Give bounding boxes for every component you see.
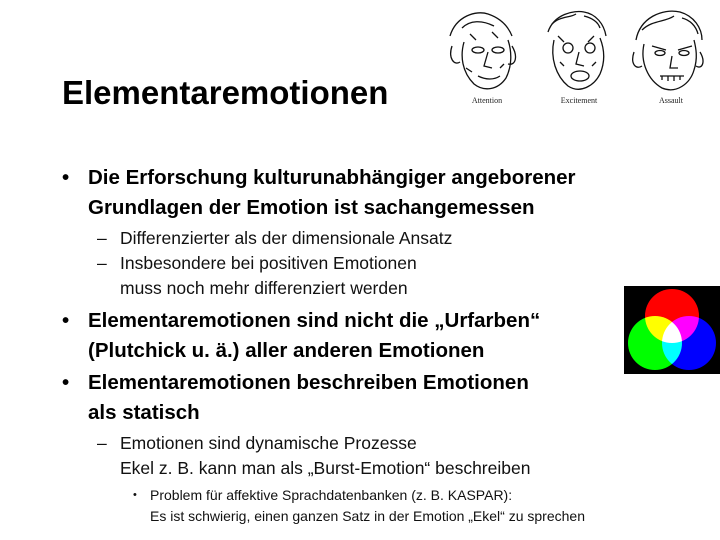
bullet-1-sub-2	[97, 251, 417, 301]
emotion-faces-illustration	[442, 6, 712, 112]
bullet-1-sub-1	[97, 225, 452, 251]
face-label: Excitement	[560, 96, 598, 105]
face-label: Attention	[471, 96, 503, 105]
dash-marker: –	[97, 228, 107, 248]
bullet-3-line-1: Elementaremotionen beschreiben Emotionen	[88, 371, 529, 394]
bullet-3-sub-sub-line-1: Problem für affektive Sprachdatenbanken (z. B. KASPAR):	[150, 487, 513, 503]
dash-marker: –	[97, 433, 107, 453]
bullet-1-sub-1-text: Differenzierter als der dimensionale Ansatz	[120, 228, 453, 248]
bullet-1-line-1: Die Erforschung kulturunabhängiger angeborener	[88, 166, 576, 189]
face-label: Assault	[659, 96, 683, 105]
face-attention	[442, 6, 532, 112]
bullet-1-sub-2-line-2: muss noch mehr differenziert werden	[120, 278, 408, 298]
bullet-3	[62, 368, 529, 428]
bullet-1	[62, 163, 576, 223]
bullet-3-sub-1-line-2: Ekel z. B. kann man als „Burst-Emotion“ beschreiben	[120, 458, 531, 478]
rgb-color-mixing-icon	[624, 286, 720, 374]
bullet-marker: •	[62, 309, 70, 332]
bullet-marker: •	[62, 166, 70, 189]
dash-marker: –	[97, 253, 107, 273]
sketch-face-icon	[534, 6, 624, 96]
face-assault	[626, 6, 716, 112]
sketch-face-icon	[442, 6, 532, 96]
bullet-2-line-2: (Plutchick u. ä.) aller anderen Emotionen	[88, 339, 485, 362]
face-excitement	[534, 6, 624, 112]
bullet-1-sub-2-line-1: Insbesondere bei positiven Emotionen	[120, 253, 417, 273]
bullet-3-sub-1-sub-1	[133, 485, 585, 527]
rgb-color-mixing-image	[624, 286, 720, 374]
bullet-3-sub-1	[97, 431, 530, 481]
bullet-1-line-2: Grundlagen der Emotion ist sachangemessen	[88, 196, 535, 219]
bullet-marker: •	[133, 489, 137, 501]
bullet-2	[62, 306, 540, 366]
bullet-3-sub-sub-line-2: Es ist schwierig, einen ganzen Satz in der Emotion „Ekel“ zu sprechen	[150, 508, 585, 524]
bullet-3-sub-1-line-1: Emotionen sind dynamische Prozesse	[120, 433, 417, 453]
slide-title: Elementaremotionen	[62, 74, 389, 111]
sketch-face-icon	[626, 6, 716, 96]
bullet-marker: •	[62, 371, 70, 394]
bullet-3-line-2: als statisch	[88, 401, 200, 424]
bullet-2-line-1: Elementaremotionen sind nicht die „Urfarben“	[88, 309, 541, 332]
